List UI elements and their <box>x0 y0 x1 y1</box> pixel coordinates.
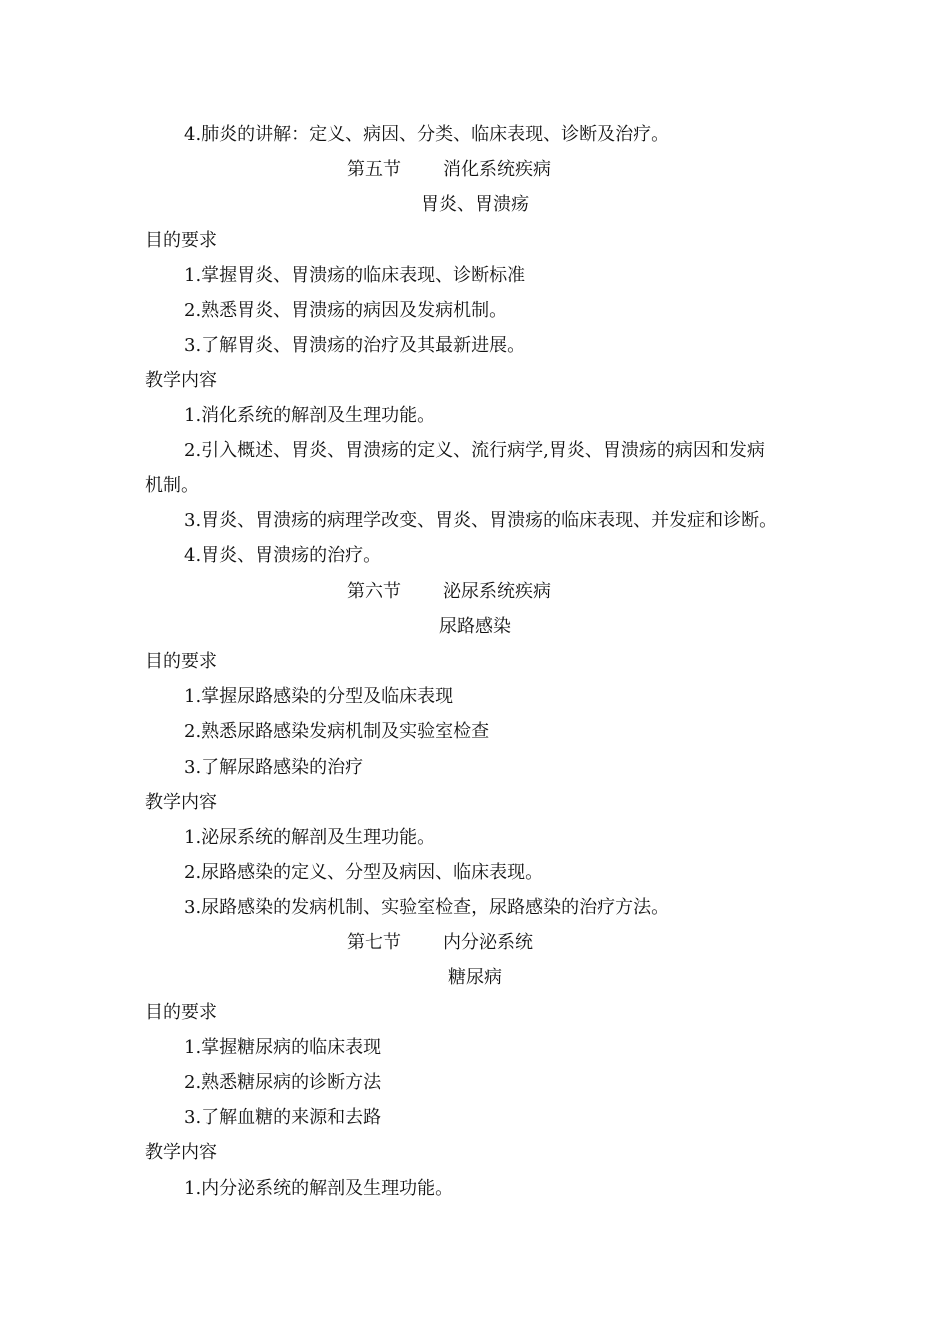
section-title: 泌尿系统疾病 <box>443 581 551 602</box>
list-item: 3.了解尿路感染的治疗 <box>184 757 364 778</box>
content-heading: 教学内容 <box>145 1142 217 1163</box>
objectives-heading: 目的要求 <box>145 1002 217 1023</box>
content-heading: 教学内容 <box>145 792 217 813</box>
section-title: 内分泌系统 <box>443 932 533 953</box>
list-item: 2.尿路感染的定义、分型及病因、临床表现。 <box>184 862 544 883</box>
list-item: 3.胃炎、胃溃疡的病理学改变、胃炎、胃溃疡的临床表现、并发症和诊断。 <box>184 510 778 531</box>
section-number: 第五节 <box>347 159 401 180</box>
list-item: 1.消化系统的解剖及生理功能。 <box>184 405 436 426</box>
list-item: 3.了解胃炎、胃溃疡的治疗及其最新进展。 <box>184 335 526 356</box>
content-heading: 教学内容 <box>145 370 217 391</box>
section-number: 第六节 <box>347 581 401 602</box>
list-item: 1.掌握胃炎、胃溃疡的临床表现、诊断标准 <box>184 265 526 286</box>
list-item-continuation: 机制。 <box>145 475 199 496</box>
section-title: 消化系统疾病 <box>443 159 551 180</box>
section-heading <box>347 580 551 604</box>
list-item: 3.了解血糖的来源和去路 <box>184 1107 382 1128</box>
list-item: 1.掌握糖尿病的临床表现 <box>184 1037 382 1058</box>
list-item: 2.熟悉尿路感染发病机制及实验室检查 <box>184 721 490 742</box>
objectives-heading: 目的要求 <box>145 230 217 251</box>
list-item: 1.掌握尿路感染的分型及临床表现 <box>184 686 454 707</box>
list-item: 3.尿路感染的发病机制、实验室检查，尿路感染的治疗方法。 <box>184 897 670 918</box>
section-number: 第七节 <box>347 932 401 953</box>
list-item: 4.肺炎的讲解：定义、病因、分类、临床表现、诊断及治疗。 <box>184 124 670 145</box>
topic-title: 尿路感染 <box>439 616 511 637</box>
topic-title: 胃炎、胃溃疡 <box>421 194 529 215</box>
list-item: 1.泌尿系统的解剖及生理功能。 <box>184 827 436 848</box>
list-item: 4.胃炎、胃溃疡的治疗。 <box>184 545 382 566</box>
list-item: 2.引入概述、胃炎、胃溃疡的定义、流行病学,胃炎、胃溃疡的病因和发病 <box>184 440 765 461</box>
section-heading <box>347 931 533 955</box>
list-item: 1.内分泌系统的解剖及生理功能。 <box>184 1178 454 1199</box>
list-item: 2.熟悉胃炎、胃溃疡的病因及发病机制。 <box>184 300 508 321</box>
objectives-heading: 目的要求 <box>145 651 217 672</box>
topic-title: 糖尿病 <box>448 967 502 988</box>
section-heading <box>347 158 551 182</box>
list-item: 2.熟悉糖尿病的诊断方法 <box>184 1072 382 1093</box>
